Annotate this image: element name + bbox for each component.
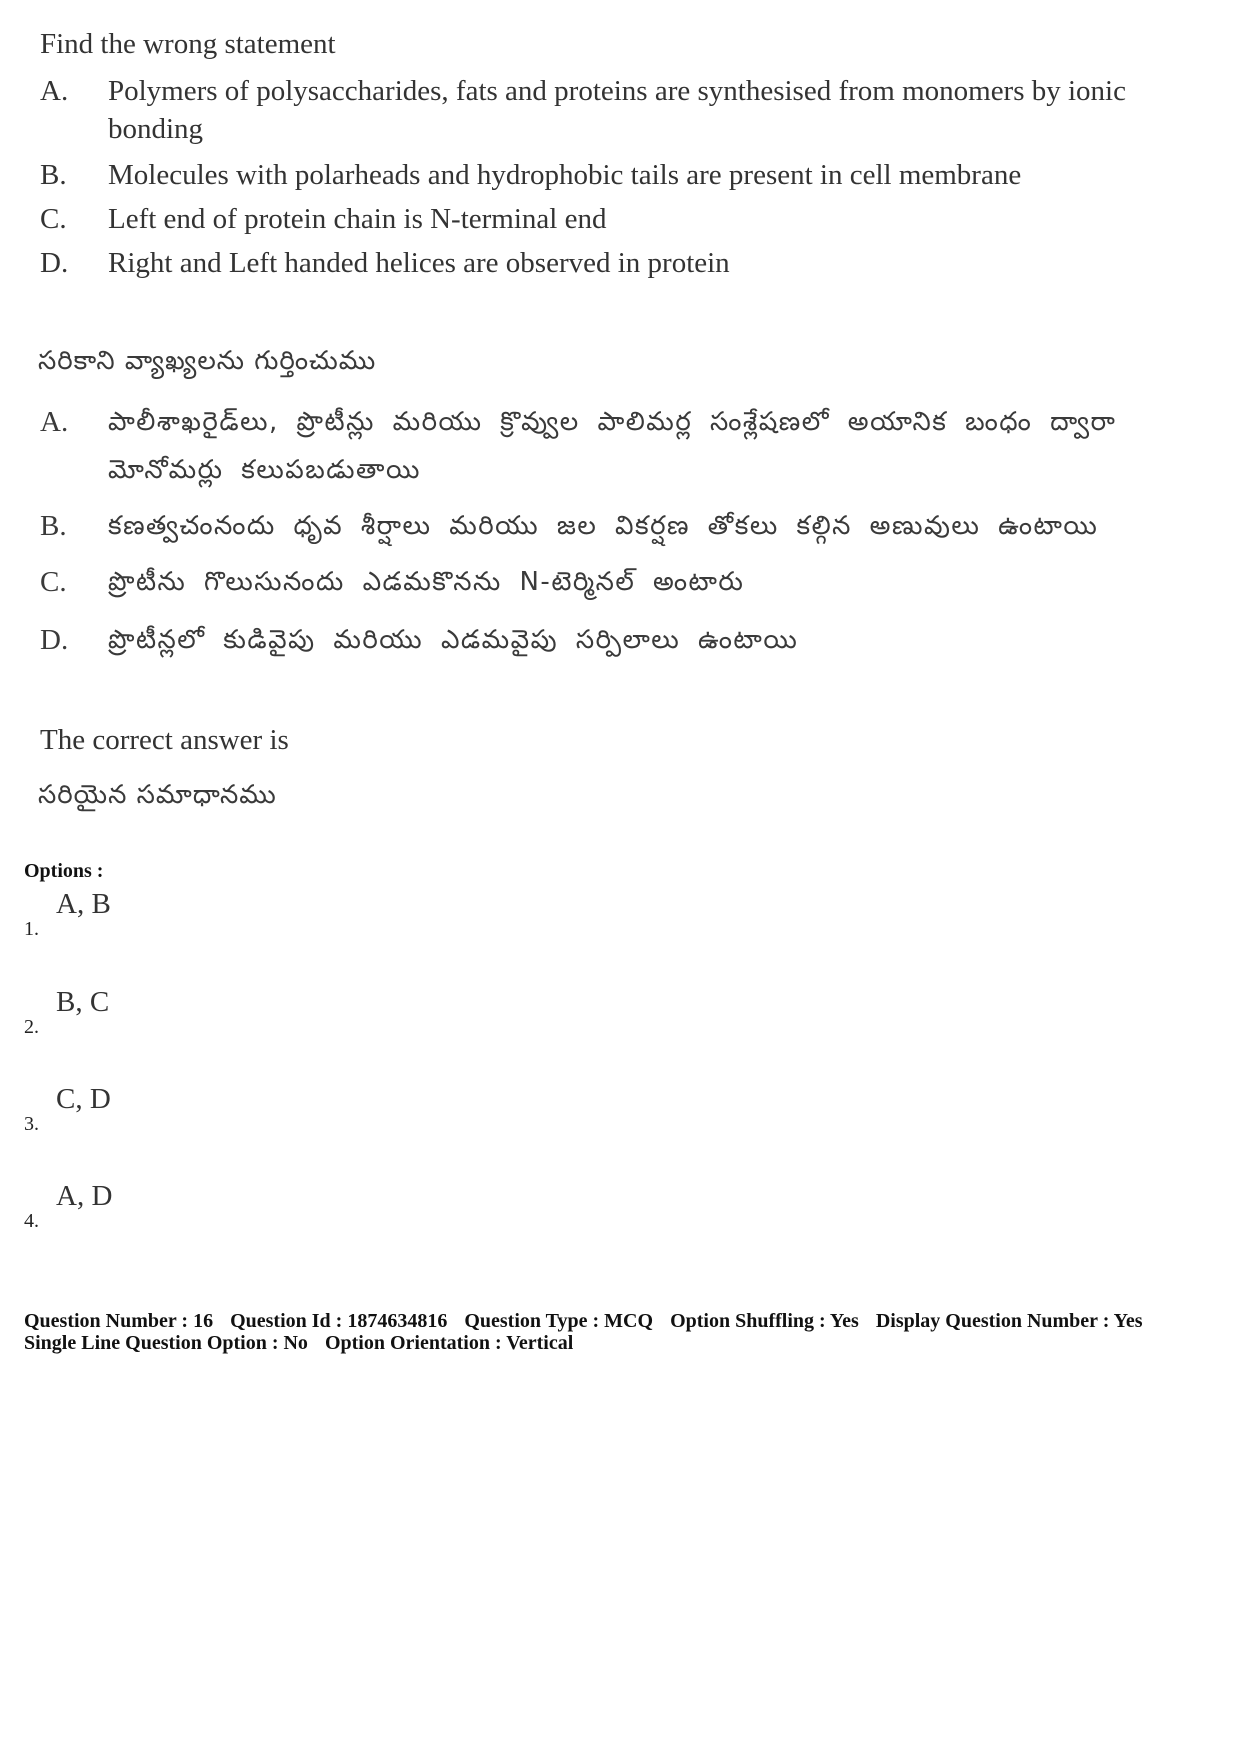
statement-text: Molecules with polarheads and hydrophobic tails are present in cell membrane xyxy=(108,159,1022,191)
statement-letter: C. xyxy=(40,203,67,235)
statement-text: ప్రొటీన్లలో కుడివైపు మరియు ఎడమవైపు సర్పిలాలు ఉంటాయి xyxy=(108,625,799,655)
option-number: 2. xyxy=(24,1016,39,1038)
meta-display-question-number: Display Question Number : Yes xyxy=(875,1310,1143,1332)
meta-option-shuffling: Option Shuffling : Yes xyxy=(670,1310,859,1332)
statement-letter: D. xyxy=(40,624,69,656)
meta-question-type: Question Type : MCQ xyxy=(464,1310,654,1332)
statement-text: Left end of protein chain is N-terminal end xyxy=(108,203,607,235)
statement-letter: C. xyxy=(40,566,67,598)
question-prompt-telugu: సరికాని వ్యాఖ్యలను గుర్తించుము xyxy=(38,346,377,376)
meta-question-id: Question Id : 1874634816 xyxy=(230,1310,448,1332)
statement-text: కణత్వచంనందు ధృవ శీర్షాలు మరియు జల వికర్షణ తోకలు కల్గిన అణువులు ఉంటాయి xyxy=(108,511,1099,541)
options-label: Options : xyxy=(24,860,104,882)
statement-text: Right and Left handed helices are observed in protein xyxy=(108,247,730,279)
telugu-statement-c xyxy=(40,558,1190,606)
statement-text: పాలీశాఖరైడ్‌లు, ప్రొటీన్లు మరియు క్రొవ్వుల పాలిమర్ల సంశ్లేషణలో అయానిక బంధం ద్వారా మోనోమర్లు కలుపబడుతాయి xyxy=(108,407,1117,485)
metadata-line-2 xyxy=(24,1332,1224,1354)
metadata-line-1 xyxy=(24,1310,1224,1332)
meta-option-orientation: Option Orientation : Vertical xyxy=(324,1332,574,1354)
statement-letter: A. xyxy=(40,406,69,438)
telugu-statement-a xyxy=(40,398,1190,494)
question-prompt-english: Find the wrong statement xyxy=(40,28,336,60)
meta-question-number: Question Number : 16 xyxy=(24,1310,214,1332)
statement-letter: A. xyxy=(40,75,69,107)
question-metadata xyxy=(24,1310,1224,1354)
statement-text: ప్రొటీను గొలుసునందు ఎడమకొనను N-టెర్మినల్ అంటారు xyxy=(108,567,745,597)
english-statement-a xyxy=(40,72,1180,148)
option-number: 1. xyxy=(24,918,39,940)
option-3[interactable] xyxy=(24,1083,324,1143)
answer-prompt-english: The correct answer is xyxy=(40,724,289,756)
option-value: A, D xyxy=(56,1180,113,1212)
statement-letter: B. xyxy=(40,510,67,542)
statement-letter: B. xyxy=(40,159,67,191)
telugu-statement-b xyxy=(40,502,1190,550)
english-statement-d xyxy=(40,244,1180,282)
option-number: 3. xyxy=(24,1113,39,1135)
english-statement-c xyxy=(40,200,1180,238)
english-statement-b xyxy=(40,156,1180,194)
answer-prompt-telugu: సరియైన సమాధానము xyxy=(38,780,277,810)
statement-text: Polymers of polysaccharides, fats and proteins are synthesised from monomers by ionic bonding xyxy=(108,75,1126,145)
meta-single-line-option: Single Line Question Option : No xyxy=(24,1332,308,1354)
option-1[interactable] xyxy=(24,888,324,948)
option-value: B, C xyxy=(56,986,110,1018)
option-value: C, D xyxy=(56,1083,111,1115)
option-value: A, B xyxy=(56,888,111,920)
telugu-statement-d xyxy=(40,616,1190,664)
option-2[interactable] xyxy=(24,986,324,1046)
statement-letter: D. xyxy=(40,247,69,279)
option-4[interactable] xyxy=(24,1180,324,1240)
option-number: 4. xyxy=(24,1210,39,1232)
